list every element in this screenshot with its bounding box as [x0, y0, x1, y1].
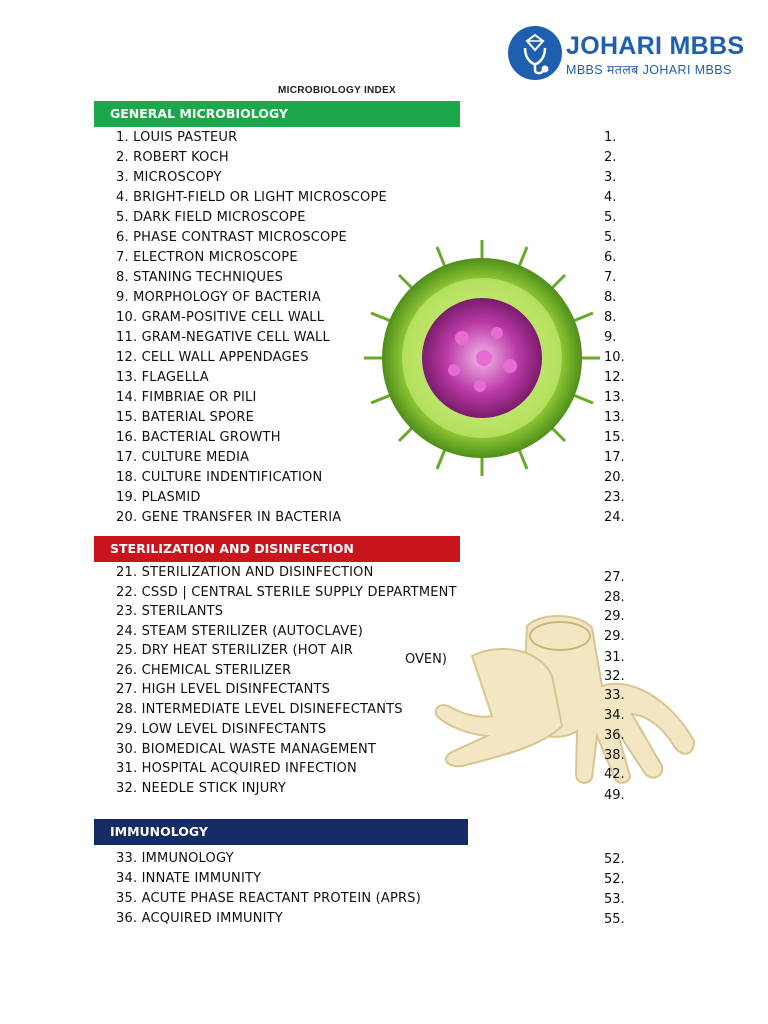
list-item: 6. PHASE CONTRAST MICROSCOPE: [116, 230, 347, 245]
page-number: 10.: [604, 350, 625, 365]
list-item: 27. HIGH LEVEL DISINFECTANTS: [116, 682, 331, 697]
list-item: 8. STANING TECHNIQUES: [116, 270, 284, 285]
list-item: 1. LOUIS PASTEUR: [116, 130, 238, 145]
page-number: 13.: [604, 390, 625, 405]
page-number: 15.: [604, 430, 625, 445]
list-item-continuation: OVEN): [405, 652, 447, 667]
list-item: 17. CULTURE MEDIA: [116, 450, 250, 465]
list-item: 22. CSSD | CENTRAL STERILE SUPPLY DEPARTMENT: [116, 585, 457, 600]
page-number: 23.: [604, 490, 625, 505]
page-number: 49.: [604, 788, 625, 803]
page-number: 34.: [604, 708, 625, 723]
list-item: 33. IMMUNOLOGY: [116, 851, 234, 866]
list-item: 34. INNATE IMMUNITY: [116, 871, 262, 886]
list-item: 19. PLASMID: [116, 490, 201, 505]
list-item: 13. FLAGELLA: [116, 370, 209, 385]
virus-illustration: [362, 238, 602, 478]
page-number: 8.: [604, 310, 617, 325]
list-item: 4. BRIGHT-FIELD OR LIGHT MICROSCOPE: [116, 190, 387, 205]
list-item: 29. LOW LEVEL DISINFECTANTS: [116, 722, 327, 737]
list-item: 25. DRY HEAT STERILIZER (HOT AIR: [116, 643, 353, 658]
list-item: 24. STEAM STERILIZER (AUTOCLAVE): [116, 624, 364, 639]
page-number: 38.: [604, 748, 625, 763]
list-item: 7. ELECTRON MICROSCOPE: [116, 250, 298, 265]
list-item: 12. CELL WALL APPENDAGES: [116, 350, 309, 365]
index-title: MICROBIOLOGY INDEX: [278, 85, 397, 96]
page-number: 20.: [604, 470, 625, 485]
page-number: 5.: [604, 230, 617, 245]
list-item: 15. BATERIAL SPORE: [116, 410, 255, 425]
list-item: 28. INTERMEDIATE LEVEL DISINEFECTANTS: [116, 702, 403, 717]
list-item: 14. FIMBRIAE OR PILI: [116, 390, 257, 405]
list-item: 26. CHEMICAL STERILIZER: [116, 663, 292, 678]
page-number: 1.: [604, 130, 617, 145]
list-item: 21. STERILIZATION AND DISINFECTION: [116, 565, 374, 580]
section-header-sterilization: STERILIZATION AND DISINFECTION: [94, 536, 460, 562]
list-item: 9. MORPHOLOGY OF BACTERIA: [116, 290, 321, 305]
page-number: 13.: [604, 410, 625, 425]
page-number: 7.: [604, 270, 617, 285]
list-item: 31. HOSPITAL ACQUIRED INFECTION: [116, 761, 357, 776]
list-item: 16. BACTERIAL GROWTH: [116, 430, 281, 445]
page-number: 53.: [604, 892, 625, 907]
page-number: 9.: [604, 330, 617, 345]
page-number: 42.: [604, 767, 625, 782]
list-item: 11. GRAM-NEGATIVE CELL WALL: [116, 330, 330, 345]
brand-logo: [508, 26, 758, 84]
list-item: 10. GRAM-POSITIVE CELL WALL: [116, 310, 325, 325]
stethoscope-diamond-icon: [508, 26, 562, 80]
list-item: 5. DARK FIELD MICROSCOPE: [116, 210, 306, 225]
page-number: 29.: [604, 629, 625, 644]
section-header-immunology: IMMUNOLOGY: [94, 819, 468, 845]
latex-gloves-illustration: [432, 606, 702, 786]
page-number: 4.: [604, 190, 617, 205]
list-item: 35. ACUTE PHASE REACTANT PROTEIN (APRS): [116, 891, 421, 906]
page-number: 32.: [604, 669, 625, 684]
page-number: 55.: [604, 912, 625, 927]
page-number: 6.: [604, 250, 617, 265]
page-number: 3.: [604, 170, 617, 185]
page-number: 17.: [604, 450, 625, 465]
page-number: 52.: [604, 872, 625, 887]
brand-tagline: MBBS मतलब JOHARI MBBS: [566, 63, 732, 77]
page-number: 12.: [604, 370, 625, 385]
list-item: 23. STERILANTS: [116, 604, 224, 619]
page-number: 24.: [604, 510, 625, 525]
page-number: 33.: [604, 688, 625, 703]
list-item: 2. ROBERT KOCH: [116, 150, 229, 165]
section-header-general-microbiology: GENERAL MICROBIOLOGY: [94, 101, 460, 127]
page-number: 29.: [604, 609, 625, 624]
list-item: 20. GENE TRANSFER IN BACTERIA: [116, 510, 342, 525]
brand-name: JOHARI MBBS: [566, 32, 745, 60]
page-number: 27.: [604, 570, 625, 585]
list-item: 30. BIOMEDICAL WASTE MANAGEMENT: [116, 742, 377, 757]
page-number: 5.: [604, 210, 617, 225]
list-item: 18. CULTURE INDENTIFICATION: [116, 470, 323, 485]
page-number: 31.: [604, 650, 625, 665]
page-number: 28.: [604, 590, 625, 605]
page-number: 52.: [604, 852, 625, 867]
page-number: 2.: [604, 150, 617, 165]
page-number: 8.: [604, 290, 617, 305]
list-item: 32. NEEDLE STICK INJURY: [116, 781, 286, 796]
list-item: 36. ACQUIRED IMMUNITY: [116, 911, 283, 926]
page-number: 36.: [604, 728, 625, 743]
list-item: 3. MICROSCOPY: [116, 170, 222, 185]
